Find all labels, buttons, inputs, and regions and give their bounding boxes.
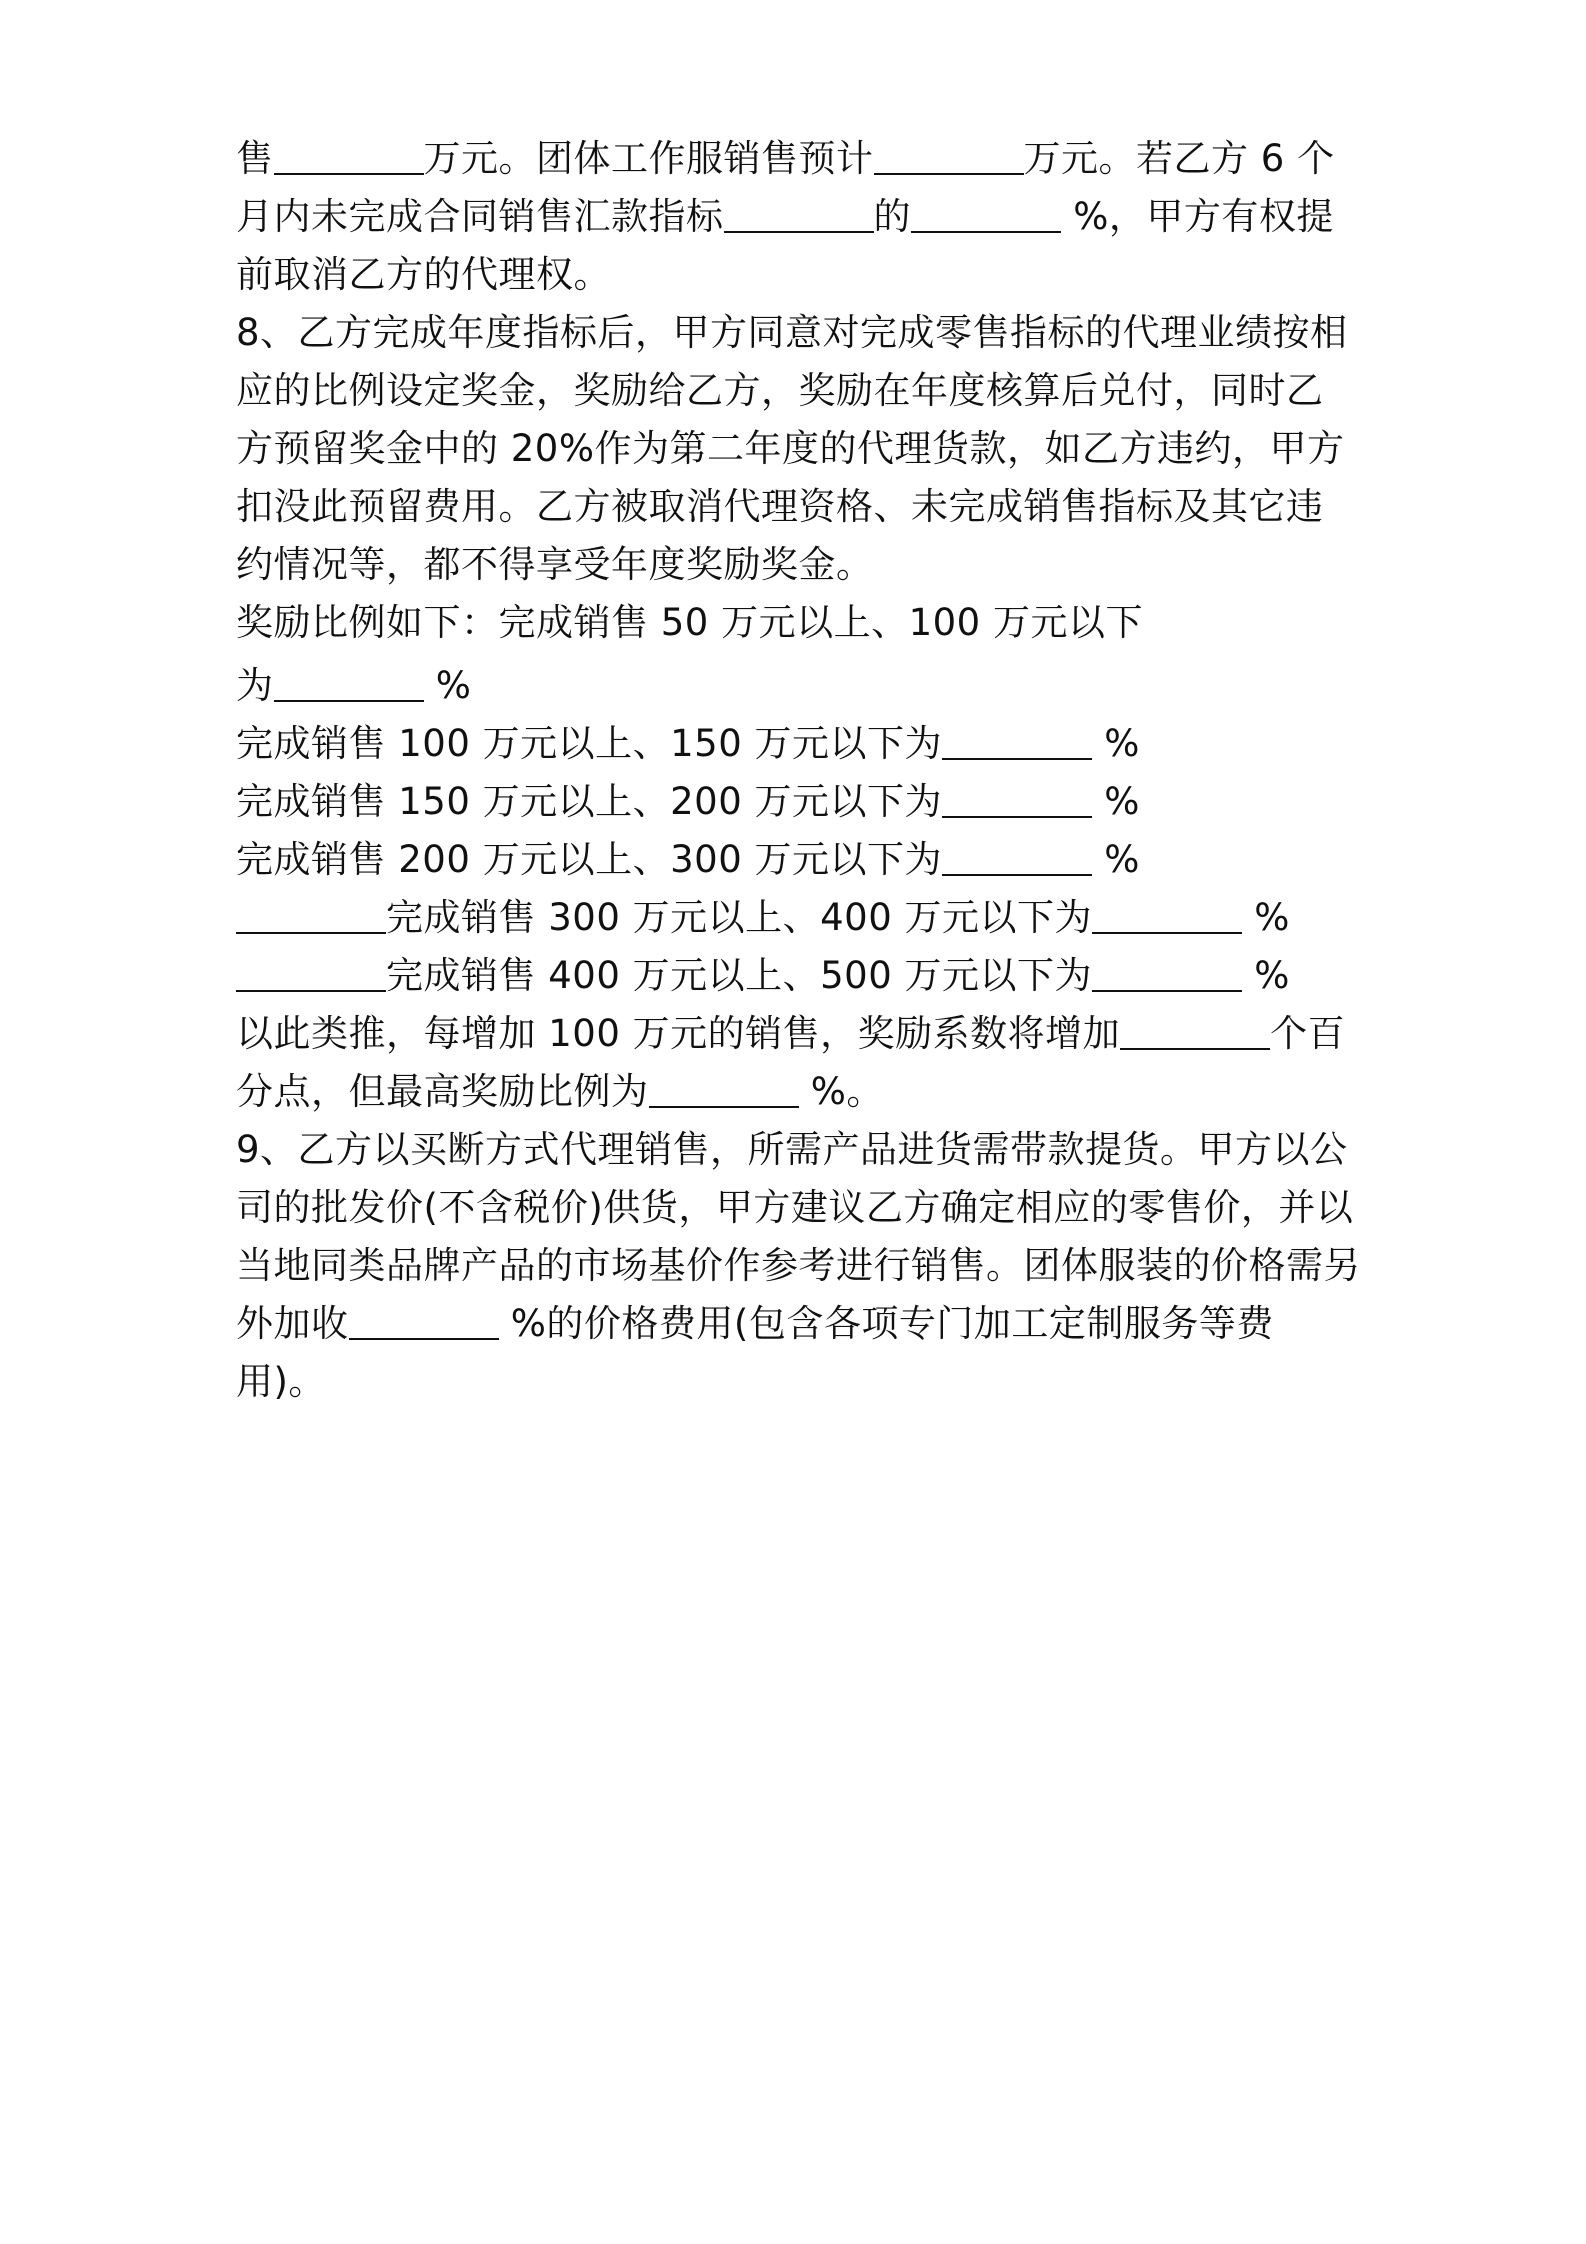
fill-in-blank[interactable]	[649, 1076, 799, 1108]
fill-in-blank[interactable]	[236, 960, 386, 992]
text-segment: 售	[236, 137, 274, 180]
text-segment: 当地同类品牌产品的市场基价作参考进行销售。团体服装的价格需另	[236, 1244, 1361, 1287]
text-segment: %	[1092, 722, 1140, 765]
text-segment: 应的比例设定奖金，奖励给乙方，奖励在年度核算后兑付，同时乙	[236, 369, 1324, 412]
text-segment: 司的批发价(不含税价)供货，甲方建议乙方确定相应的零售价，并以	[236, 1186, 1354, 1229]
text-segment: %	[1242, 954, 1290, 997]
fill-in-blank[interactable]	[349, 1308, 499, 1340]
fill-in-blank[interactable]	[236, 902, 386, 934]
text-segment: 扣没此预留费用。乙方被取消代理资格、未完成销售指标及其它违	[236, 485, 1324, 528]
text-line	[236, 1340, 326, 1424]
fill-in-blank[interactable]	[942, 728, 1092, 760]
fill-in-blank[interactable]	[274, 670, 424, 702]
text-segment: 完成销售 150 万元以上、200 万元以下为	[236, 780, 943, 823]
text-segment: %	[423, 664, 472, 707]
text-segment: 外加收	[236, 1302, 349, 1345]
text-segment: %	[1092, 780, 1140, 823]
text-segment: 月内未完成合同销售汇款指标	[236, 195, 724, 238]
text-segment: 个百	[1270, 1012, 1346, 1055]
fill-in-blank[interactable]	[724, 201, 874, 233]
text-segment: 完成销售 300 万元以上、400 万元以下为	[386, 896, 1093, 939]
text-segment: 9、乙方以买断方式代理销售，所需产品进货需带款提货。甲方以公	[236, 1128, 1348, 1171]
text-segment: %	[1242, 896, 1290, 939]
text-segment: 奖励比例如下：完成销售 50 万元以上、100 万元以下	[236, 601, 1143, 644]
text-segment: 8、乙方完成年度指标后，甲方同意对完成零售指标的代理业绩按相	[236, 311, 1348, 354]
text-segment: 分点，但最高奖励比例为	[236, 1070, 649, 1113]
text-segment: 完成销售 100 万元以上、150 万元以下为	[236, 722, 943, 765]
fill-in-blank[interactable]	[911, 201, 1061, 233]
text-segment: 以此类推，每增加 100 万元的销售，奖励系数将增加	[236, 1012, 1121, 1055]
text-segment: 完成销售 200 万元以上、300 万元以下为	[236, 838, 943, 881]
text-segment: 为	[236, 664, 274, 707]
fill-in-blank[interactable]	[874, 143, 1024, 175]
text-segment: 前取消乙方的代理权。	[236, 253, 611, 296]
text-line	[236, 1282, 1274, 1366]
text-segment: 约情况等，都不得享受年度奖励奖金。	[236, 543, 874, 586]
fill-in-blank[interactable]	[1092, 902, 1242, 934]
fill-in-blank[interactable]	[942, 786, 1092, 818]
text-segment: %，甲方有权提	[1061, 195, 1334, 238]
text-segment: 的	[873, 195, 911, 238]
fill-in-blank[interactable]	[942, 844, 1092, 876]
text-segment: %	[1092, 838, 1140, 881]
text-segment: 方预留奖金中的 20%作为第二年度的代理货款，如乙方违约，甲方	[236, 427, 1345, 470]
text-segment: %。	[798, 1070, 884, 1113]
fill-in-blank[interactable]	[1092, 960, 1242, 992]
text-segment: 用)。	[236, 1360, 326, 1403]
text-segment: 万元。团体工作服销售预计	[423, 137, 874, 180]
text-segment: 完成销售 400 万元以上、500 万元以下为	[386, 954, 1093, 997]
fill-in-blank[interactable]	[1120, 1018, 1270, 1050]
fill-in-blank[interactable]	[274, 143, 424, 175]
text-segment: %的价格费用(包含各项专门加工定制服务等费	[498, 1302, 1274, 1345]
text-segment: 万元。若乙方 6 个	[1023, 137, 1335, 180]
